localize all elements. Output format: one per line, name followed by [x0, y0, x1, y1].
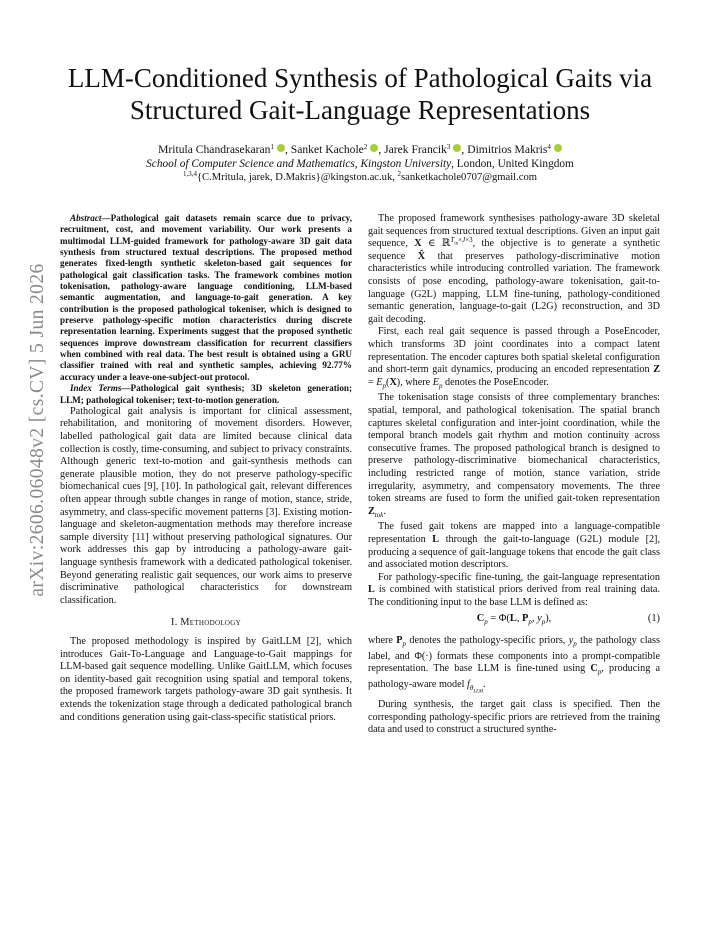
- poseencoder-paragraph: First, each real gait sequence is passed through a PoseEncoder, which transforms 3D joint coordinates into a compact latent representation. The encoder captures both spatial skeletal configuration and short-term gait dynamics, producing an encoded representation $Z = E_p(X)$, where $E_p$ denotes the PoseEncoder.: [368, 326, 660, 390]
- author-name: Sanket Kachole: [290, 143, 364, 156]
- equation-1: $C_p = \Phi(L$, $P_p$, $y_p$), (1): [476, 613, 660, 627]
- abstract: Abstract—Pathological gait datasets remain scarce due to privacy, recruitment, cost, and movement variability. Our work presents a multimodal LLM-guided framework for pathology-aware 3D gait data synthesis from structured textual descriptions. The proposed method generates fixed-length synthetic skeleton-based gait sequences for pathological gait classification tasks. The framework combines motion tokenisation, pathology-aware language conditioning, LLM-based semantic augmentation, and language-to-gait generation. A key contribution is the proposed pathological tokeniser, which is designed to preserve pathology-specific motion characteristics during discrete representation learning. Experiments suggest that the proposed synthetic sequences improve downstream classification for recurrent classifiers when combined with real data. The best result is obtained using a GRU classifier trained with real and synthetic samples, achieving 92.77% accuracy under a leave-one-subject-out protocol.: [60, 213, 352, 382]
- framework-paragraph: The proposed framework synthesises pathology-aware 3D skeletal gait sequences from structured textual descriptions. Given an input gait sequence, X ∈ ℝ$^{T_{in}\times J\times 3}$, the objective is to generate a synthetic sequence X̂ that preserves pathology-discriminative motion characteristics while introducing controlled variation. The framework consists of pose encoding, pathology-aware tokenisation, gait-to-language (G2L) mapping, LLM fine-tuning, pathology-conditioned semantic generation, language-to-gait (L2G) reconstruction, and 3D gait decoding.: [368, 213, 660, 325]
- finetuning-paragraph: For pathology-specific fine-tuning, the gait-language representation L is combined with statistical priors derived from real training data. The conditioning input to the base LLM is defined as:: [368, 571, 660, 608]
- methodology-paragraph: The proposed methodology is inspired by GaitLLM [2], which introduces Gait-To-Language and Language-to-Gait mappings for LLM-based gait sequence modelling. Unlike GaitLLM, which focuses on identity-based gait recognition using spatial and temporal tokens, the proposed framework targets pathology-aware 3D gait synthesis. It extends the tokenization stage through a dedicated pathological branch and conditions generation using gait-class-specific statistical priors.: [60, 635, 352, 723]
- intro-paragraph: Pathological gait analysis is important for clinical assessment, rehabilitation, and monitoring of movement disorders. However, labelled pathological gait data are limited because clinical data collection is costly, time-consuming, and subject to privacy constraints. Although generic text-to-motion and gait-synthesis methods can generate plausible motion, they do not preserve pathology-specific biomechanical cues [9], [10]. In pathological gait, relevant differences often appear through subtle changes in range of motion, stance, stride, asymmetry, and class-specific movement patterns [3]. Existing motion-language and skeleton-augmentation methods may therefore increase sample diversity [11] without preserving pathological signatures. Our work addresses this gap by introducing a pathology-aware gait-language synthesis framework with a dedicated pathological tokeniser. Beyond generating realistic gait sequences, our work aims to preserve discriminative pathological characteristics for downstream classification.: [60, 405, 352, 606]
- left-column: [60, 213, 352, 724]
- paper-title: LLM-Conditioned Synthesis of Pathological Gaits via Structured Gait-Language Representations: [67, 63, 653, 125]
- affiliation: School of Computer Science and Mathematics, Kingston University, London, United Kingdom: [146, 158, 574, 170]
- priors-paragraph: where $P_p$ denotes the pathology-specific priors, $y_p$ the pathology class label, and Φ(·) formats these components into a prompt-compatible representation. The base LLM is fine-tuned using $C_p$, producing a pathology-aware model $f_{\theta_{LLM}}$.: [368, 635, 660, 695]
- equation-number: (1): [647, 613, 660, 625]
- right-column: [368, 213, 660, 737]
- section-heading: I. Methodology: [171, 617, 241, 629]
- orcid-icon[interactable]: [277, 144, 285, 152]
- arxiv-identifier: arXiv:2606.06048v2 [cs.CV] 5 Jun 2026: [27, 263, 48, 597]
- tokenisation-paragraph: The tokenisation stage consists of three complementary branches: spatial, temporal, and pathological tokenisation. The spatial branch captures skeletal configuration and inter-joint coordination, while the temporal branch models gait rhythm and motion continuity across consecutive frames. The proposed pathological branch is designed to preserve pathology-discriminative biomechanical characteristics, including restricted range of motion, stance variation, stride irregularity, asymmetry, and compensatory movements. The three token streams are fused to form the unified gait-token representation $Z_{tok}$.: [368, 392, 660, 519]
- synthesis-paragraph: During synthesis, the target gait class is specified. Then the corresponding pathology-specific priors are retrieved from the training data and used to construct a structured synthe-: [368, 699, 660, 736]
- author-name: Dimitrios Makris: [467, 143, 548, 156]
- author-list: Mritula Chandrasekaran$^1$ , Sanket Kachole$^2$ , Jarek Francik$^3$ , Dimitrios Makris$^4$: [60, 143, 660, 157]
- author-name: Jarek Francik: [384, 143, 447, 156]
- orcid-icon[interactable]: [453, 144, 461, 152]
- orcid-icon[interactable]: [554, 144, 562, 152]
- author-emails: $^{1,3,4}${C.Mritula, jarek, D.Makris}@kingston.ac.uk, $^2$sanketkachole0707@gmail.com: [182, 170, 538, 183]
- index-terms: Index Terms—Pathological gait synthesis; 3D skeleton generation; LLM; pathological tokeniser; text-to-motion generation.: [60, 383, 352, 405]
- author-name: Mritula Chandrasekaran: [158, 143, 271, 156]
- g2l-paragraph: The fused gait tokens are mapped into a language-compatible representation L through the gait-to-language (G2L) module [2], producing a sequence of gait-language tokens that encode the gait class and associated motion descriptors.: [368, 521, 660, 571]
- orcid-icon[interactable]: [370, 144, 378, 152]
